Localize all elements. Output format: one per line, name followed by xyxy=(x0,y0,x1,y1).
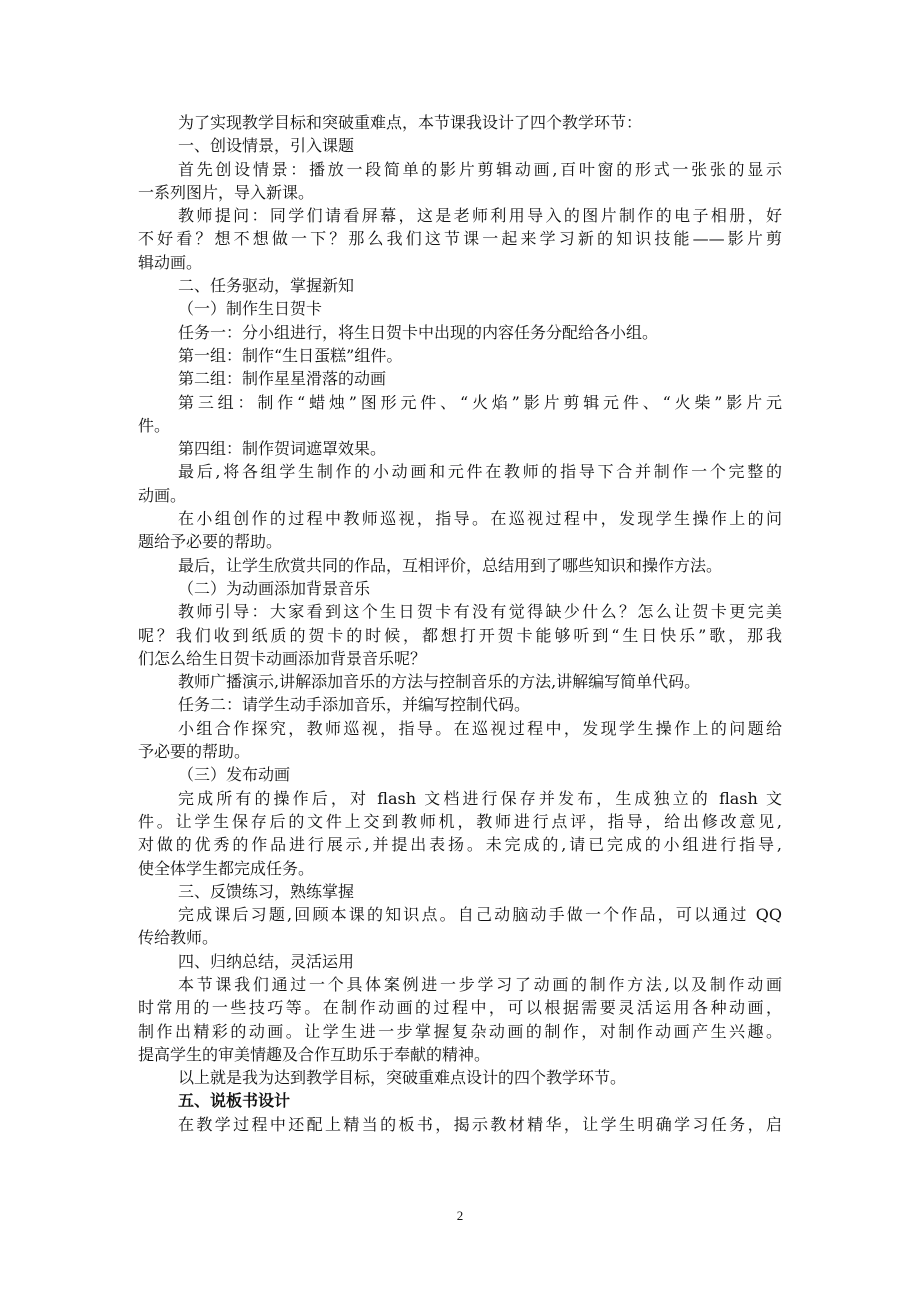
paragraph-line: 传给教师。 xyxy=(138,928,219,948)
paragraph-line: 提高学生的审美情趣及合作互助乐于奉献的精神。 xyxy=(138,1044,491,1064)
paragraph-line: 题给予必要的帮助。 xyxy=(138,532,283,552)
paragraph-line: 对做的优秀的作品进行展示,并提出表扬。未完成的,请已完成的小组进行指导, xyxy=(138,835,782,855)
paragraph-line: 动画。 xyxy=(138,485,187,505)
paragraph-line: 第四组：制作贺词遮罩效果。 xyxy=(178,439,387,459)
page-body xyxy=(138,111,782,1136)
paragraph-line: 完成课后习题,回顾本课的知识点。自己动脑动手做一个作品，可以通过 QQ xyxy=(178,905,782,925)
paragraph-line: 任务一：分小组进行，将生日贺卡中出现的内容任务分配给各小组。 xyxy=(178,322,659,342)
paragraph-line: 教师提问：同学们请看屏幕，这是老师利用导入的图片制作的电子相册，好 xyxy=(178,206,782,226)
paragraph-line: 使全体学生都完成任务。 xyxy=(138,858,315,878)
paragraph-line: 首先创设情景：播放一段简单的影片剪辑动画,百叶窗的形式一张张的显示 xyxy=(178,159,782,179)
section-heading-5: 五、说板书设计 xyxy=(178,1091,291,1111)
subsection-heading-3: （三）发布动画 xyxy=(178,765,291,785)
paragraph-line: 完成所有的操作后，对 flash 文档进行保存并发布，生成独立的 flash 文 xyxy=(178,788,782,808)
paragraph-line: 最后，让学生欣赏共同的作品，互相评价，总结用到了哪些知识和操作方法。 xyxy=(178,555,723,575)
subsection-heading-2: （二）为动画添加背景音乐 xyxy=(178,578,371,598)
paragraph-line: 一系列图片，导入新课。 xyxy=(138,182,315,202)
paragraph-line: 在小组创作的过程中教师巡视，指导。在巡视过程中，发现学生操作上的问 xyxy=(178,509,782,529)
intro-paragraph: 为了实现教学目标和突破重难点，本节课我设计了四个教学环节： xyxy=(178,113,643,132)
paragraph-line: 制作出精彩的动画。让学生进一步掌握复杂动画的制作，对制作动画产生兴趣。 xyxy=(138,1021,782,1041)
paragraph-line: 任务二：请学生动手添加音乐，并编写控制代码。 xyxy=(178,695,531,715)
paragraph-line: 时常用的一些技巧等。在制作动画的过程中，可以根据需要灵活运用各种动画， xyxy=(138,998,782,1018)
paragraph-line: 最后,将各组学生制作的小动画和元件在教师的指导下合并制作一个完整的 xyxy=(178,462,782,482)
paragraph-line: 辑动画。 xyxy=(138,252,203,272)
paragraph-line: 件。让学生保存后的文件上交到教师机，教师进行点评，指导，给出修改意见, xyxy=(138,811,782,831)
paragraph-line: 第一组：制作“生日蛋糕”组件。 xyxy=(178,345,403,365)
paragraph-line: 教师引导：大家看到这个生日贺卡有没有觉得缺少什么？怎么让贺卡更完美 xyxy=(178,602,782,622)
paragraph-line: 小组合作探究，教师巡视，指导。在巡视过程中，发现学生操作上的问题给 xyxy=(178,718,782,738)
section-heading-3: 三、反馈练习，熟练掌握 xyxy=(178,881,355,901)
paragraph-line: 教师广播演示,讲解添加音乐的方法与控制音乐的方法,讲解编写简单代码。 xyxy=(178,672,701,692)
paragraph-line: 不好看？想不想做一下？那么我们这节课一起来学习新的知识技能——影片剪 xyxy=(138,229,782,249)
paragraph-line: 予必要的帮助。 xyxy=(138,742,251,762)
paragraph-line: 第二组：制作星星滑落的动画 xyxy=(178,369,387,389)
paragraph-line: 呢？我们收到纸质的贺卡的时候，都想打开贺卡能够听到“生日快乐”歌，那我 xyxy=(138,625,782,645)
paragraph-line: 们怎么给生日贺卡动画添加背景音乐呢？ xyxy=(138,648,427,668)
section-heading-2: 二、任务驱动，掌握新知 xyxy=(178,276,355,296)
paragraph-line: 第三组：制作“蜡烛”图形元件、“火焰”影片剪辑元件、“火柴”影片元 xyxy=(178,392,782,412)
paragraph-line: 件。 xyxy=(138,415,171,435)
paragraph-line: 在教学过程中还配上精当的板书，揭示教材精华，让学生明确学习任务，启 xyxy=(178,1114,782,1134)
page-number: 2 xyxy=(456,1208,464,1223)
section-heading-1: 一、创设情景，引入课题 xyxy=(178,136,355,156)
paragraph-line: 本节课我们通过一个具体案例进一步学习了动画的制作方法,以及制作动画 xyxy=(178,974,782,994)
subsection-heading-1: （一）制作生日贺卡 xyxy=(178,299,323,319)
section-heading-4: 四、归纳总结，灵活运用 xyxy=(178,951,355,971)
paragraph-line: 以上就是我为达到教学目标，突破重难点设计的四个教学环节。 xyxy=(178,1068,627,1088)
